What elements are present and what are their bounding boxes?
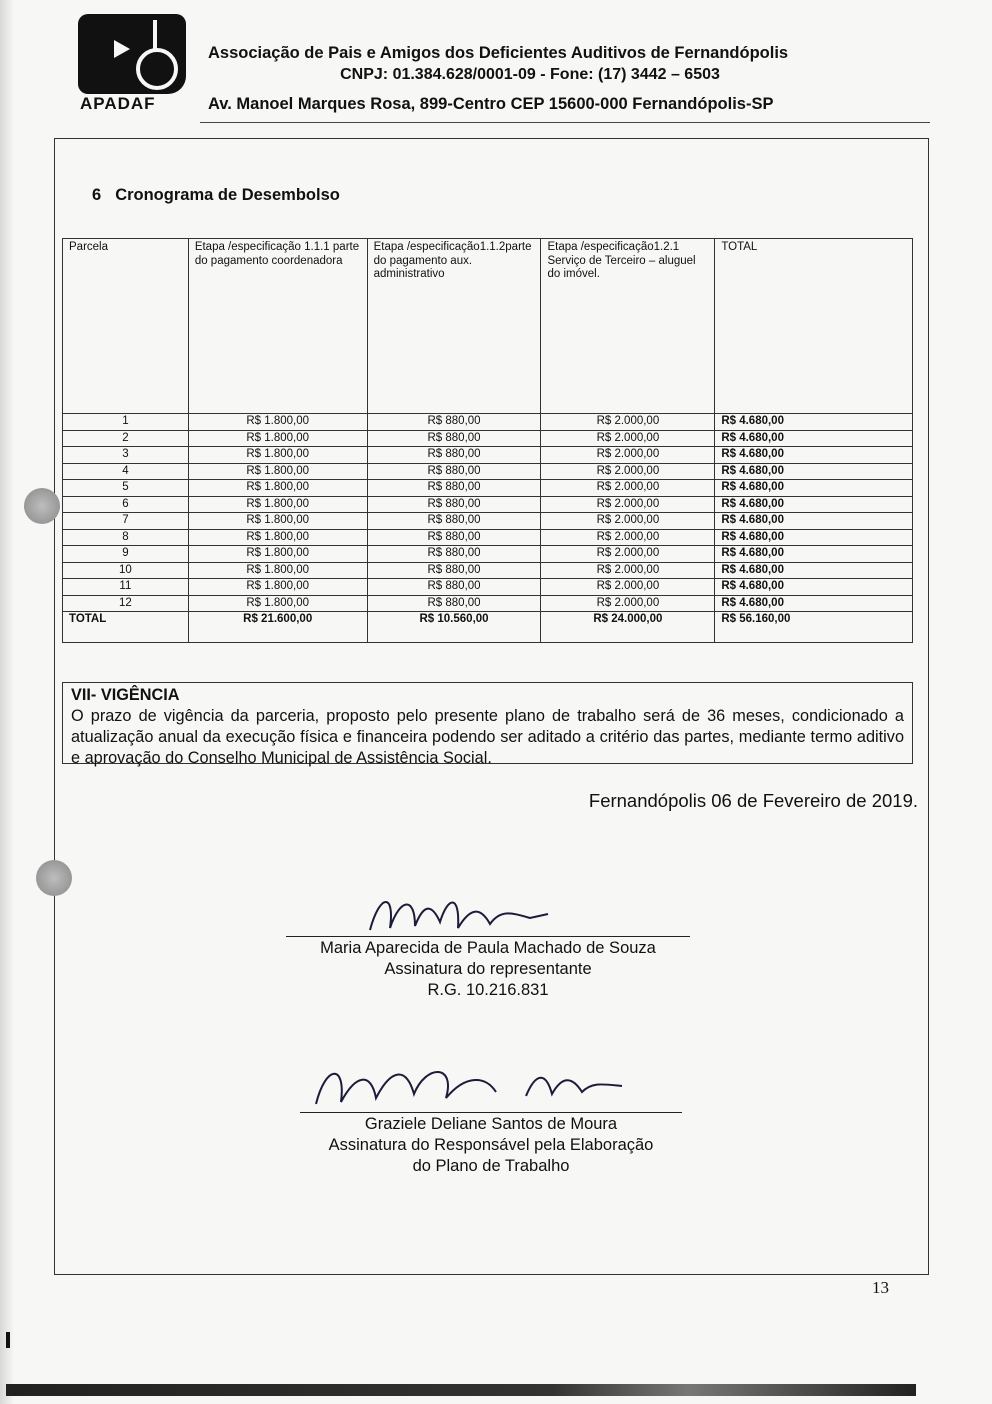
cell-total: R$ 4.680,00 xyxy=(715,430,913,447)
table-total-row xyxy=(63,612,913,643)
table-row xyxy=(63,447,913,464)
total-etapa-121: R$ 24.000,00 xyxy=(541,612,715,643)
section-title-text: Cronograma de Desembolso xyxy=(115,186,340,204)
table-row xyxy=(63,430,913,447)
cell-etapa-121: R$ 2.000,00 xyxy=(541,430,715,447)
cell-etapa-111: R$ 1.800,00 xyxy=(188,447,367,464)
header-etapa-112: Etapa /especificação1.1.2parte do pagamento aux. administrativo xyxy=(367,239,541,414)
cell-etapa-121: R$ 2.000,00 xyxy=(541,595,715,612)
cell-total: R$ 4.680,00 xyxy=(715,595,913,612)
org-name: Associação de Pais e Amigos dos Deficientes Auditivos de Fernandópolis xyxy=(208,44,789,62)
signer-name: Maria Aparecida de Paula Machado de Souza xyxy=(320,939,656,957)
table-row xyxy=(63,529,913,546)
signer-role: Assinatura do representante xyxy=(384,960,592,978)
signature-block-preparer xyxy=(300,1112,682,1177)
disbursement-schedule-table xyxy=(62,238,913,643)
cell-etapa-111: R$ 1.800,00 xyxy=(188,595,367,612)
cell-etapa-112: R$ 880,00 xyxy=(367,513,541,530)
page-number: 13 xyxy=(872,1278,889,1297)
cell-etapa-111: R$ 1.800,00 xyxy=(188,579,367,596)
cell-total: R$ 4.680,00 xyxy=(715,579,913,596)
table-row xyxy=(63,496,913,513)
header-total: TOTAL xyxy=(715,239,913,414)
cell-etapa-121: R$ 2.000,00 xyxy=(541,513,715,530)
cell-etapa-111: R$ 1.800,00 xyxy=(188,463,367,480)
cell-parcela: 3 xyxy=(63,447,189,464)
cell-etapa-121: R$ 2.000,00 xyxy=(541,447,715,464)
total-etapa-111: R$ 21.600,00 xyxy=(188,612,367,643)
cell-total: R$ 4.680,00 xyxy=(715,463,913,480)
cell-etapa-111: R$ 1.800,00 xyxy=(188,480,367,497)
cell-etapa-111: R$ 1.800,00 xyxy=(188,562,367,579)
cell-etapa-121: R$ 2.000,00 xyxy=(541,546,715,563)
cell-etapa-112: R$ 880,00 xyxy=(367,562,541,579)
vigencia-title: VII- VIGÊNCIA xyxy=(71,686,180,704)
cell-etapa-112: R$ 880,00 xyxy=(367,463,541,480)
section-title xyxy=(92,186,340,205)
logo-text: APADAF xyxy=(80,94,156,113)
total-grand: R$ 56.160,00 xyxy=(715,612,913,643)
cell-etapa-112: R$ 880,00 xyxy=(367,529,541,546)
vigencia-box xyxy=(62,682,913,767)
cell-parcela: 6 xyxy=(63,496,189,513)
preparer-name: Graziele Deliane Santos de Moura xyxy=(364,1115,618,1133)
signature-scribble-2 xyxy=(296,1054,636,1118)
cell-parcela: 12 xyxy=(63,595,189,612)
table-header-row xyxy=(63,239,913,414)
place-date: Fernandópolis 06 de Fevereiro de 2019. xyxy=(588,790,918,811)
table-row xyxy=(63,513,913,530)
cell-etapa-112: R$ 880,00 xyxy=(367,595,541,612)
signature-line xyxy=(286,936,690,937)
punch-hole-top xyxy=(24,488,60,524)
cell-total: R$ 4.680,00 xyxy=(715,414,913,431)
vigencia-text: O prazo de vigência da parceria, proposto pelo presente plano de trabalho será de 36 meses, condicionado a atualização anual da execução física e financeira podendo ser aditado a critério das partes, mediante termo aditivo e aprovação do Conselho Municipal de Assistência Social. xyxy=(71,707,904,767)
table-row xyxy=(63,414,913,431)
section-number: 6 xyxy=(92,186,102,204)
apadaf-logo xyxy=(70,14,190,114)
signature-block-representative xyxy=(286,936,690,1001)
cell-total: R$ 4.680,00 xyxy=(715,447,913,464)
table-row xyxy=(63,463,913,480)
signature-line xyxy=(300,1112,682,1113)
cell-parcela: 11 xyxy=(63,579,189,596)
cell-etapa-112: R$ 880,00 xyxy=(367,546,541,563)
org-address: Av. Manoel Marques Rosa, 899-Centro CEP 15600-000 Fernandópolis-SP xyxy=(208,95,774,113)
header-etapa-121: Etapa /especificação1.2.1 Serviço de Terceiro – aluguel do imóvel. xyxy=(541,239,715,414)
cell-total: R$ 4.680,00 xyxy=(715,480,913,497)
punch-hole-bottom xyxy=(36,860,72,896)
cell-etapa-111: R$ 1.800,00 xyxy=(188,546,367,563)
total-label: TOTAL xyxy=(63,612,189,643)
cell-etapa-121: R$ 2.000,00 xyxy=(541,579,715,596)
cell-etapa-121: R$ 2.000,00 xyxy=(541,529,715,546)
cell-etapa-121: R$ 2.000,00 xyxy=(541,496,715,513)
cell-etapa-111: R$ 1.800,00 xyxy=(188,414,367,431)
cell-parcela: 4 xyxy=(63,463,189,480)
cell-etapa-121: R$ 2.000,00 xyxy=(541,414,715,431)
cell-etapa-111: R$ 1.800,00 xyxy=(188,529,367,546)
cell-etapa-121: R$ 2.000,00 xyxy=(541,562,715,579)
cell-parcela: 10 xyxy=(63,562,189,579)
cell-total: R$ 4.680,00 xyxy=(715,496,913,513)
header-divider xyxy=(200,122,930,123)
cell-etapa-112: R$ 880,00 xyxy=(367,579,541,596)
cell-etapa-121: R$ 2.000,00 xyxy=(541,480,715,497)
cell-parcela: 2 xyxy=(63,430,189,447)
cell-etapa-111: R$ 1.800,00 xyxy=(188,513,367,530)
table-row xyxy=(63,579,913,596)
cell-etapa-112: R$ 880,00 xyxy=(367,414,541,431)
cell-parcela: 9 xyxy=(63,546,189,563)
signer-rg: R.G. 10.216.831 xyxy=(427,981,549,999)
cell-parcela: 7 xyxy=(63,513,189,530)
cell-total: R$ 4.680,00 xyxy=(715,513,913,530)
total-etapa-112: R$ 10.560,00 xyxy=(367,612,541,643)
cell-etapa-111: R$ 1.800,00 xyxy=(188,496,367,513)
cell-parcela: 5 xyxy=(63,480,189,497)
scan-mark xyxy=(6,1332,10,1348)
cell-etapa-112: R$ 880,00 xyxy=(367,496,541,513)
org-cnpj: CNPJ: 01.384.628/0001-09 - Fone: (17) 3442 – 6503 xyxy=(340,66,720,83)
scan-edge-shadow xyxy=(0,0,14,1404)
cell-etapa-112: R$ 880,00 xyxy=(367,447,541,464)
table-row xyxy=(63,562,913,579)
cell-total: R$ 4.680,00 xyxy=(715,546,913,563)
cell-etapa-112: R$ 880,00 xyxy=(367,430,541,447)
preparer-role-cont: do Plano de Trabalho xyxy=(412,1157,570,1175)
table-row xyxy=(63,480,913,497)
table-row xyxy=(63,546,913,563)
cell-total: R$ 4.680,00 xyxy=(715,529,913,546)
cell-total: R$ 4.680,00 xyxy=(715,562,913,579)
cell-etapa-111: R$ 1.800,00 xyxy=(188,430,367,447)
cell-etapa-121: R$ 2.000,00 xyxy=(541,463,715,480)
table-row xyxy=(63,595,913,612)
cell-etapa-112: R$ 880,00 xyxy=(367,480,541,497)
cell-parcela: 8 xyxy=(63,529,189,546)
header-etapa-111: Etapa /especificação 1.1.1 parte do pagamento coordenadora xyxy=(188,239,367,414)
cell-parcela: 1 xyxy=(63,414,189,431)
scan-bottom-edge xyxy=(6,1384,916,1396)
preparer-role: Assinatura do Responsável pela Elaboração xyxy=(328,1136,654,1154)
header-parcela: Parcela xyxy=(63,239,189,414)
